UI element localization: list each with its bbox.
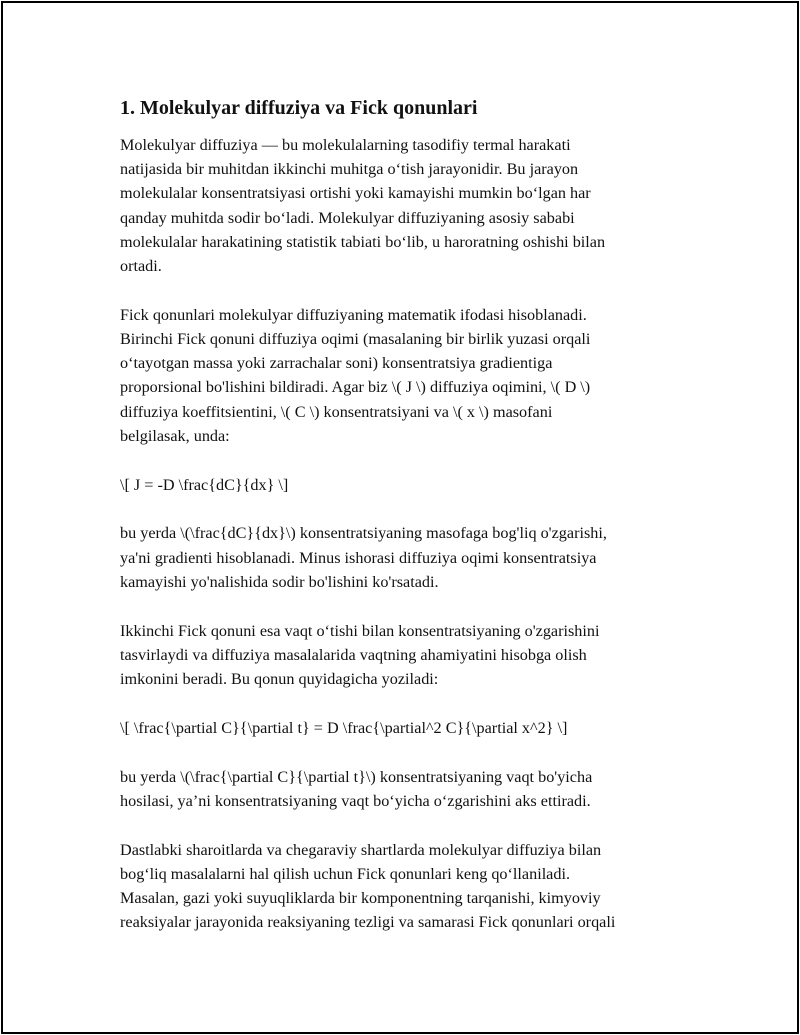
paragraph-applications bbox=[120, 838, 690, 935]
paragraph-second-law bbox=[120, 619, 690, 692]
text-line: ya'ni gradienti hisoblanadi. Minus ishorasi diffuziya oqimi konsentratsiya bbox=[120, 548, 597, 567]
text-line: Dastlabki sharoitlarda va chegaraviy shartlarda molekulyar diffuziya bilan bbox=[120, 840, 602, 859]
text-line: bu yerda \(\frac{\partial C}{\partial t}\) konsentratsiyaning vaqt bo'yicha bbox=[120, 767, 593, 786]
text-line: molekulalar harakatining statistik tabiati bo‘lib, u haroratning oshishi bilan bbox=[120, 232, 606, 251]
text-line: belgilasak, unda: bbox=[120, 426, 230, 445]
document-body bbox=[120, 95, 690, 959]
section-heading: 1. Molekulyar diffuziya va Fick qonunlari bbox=[120, 97, 478, 119]
text-line: imkonini beradi. Bu qonun quyidagicha yoziladi: bbox=[120, 670, 439, 689]
text-line: diffuziya koeffitsientini, \( C \) konsentratsiyani va \( x \) masofani bbox=[120, 402, 553, 421]
text-line: Fick qonunlari molekulyar diffuziyaning matematik ifodasi hisoblanadi. bbox=[120, 305, 587, 324]
text-line: hosilasi, ya’ni konsentratsiyaning vaqt bo‘yicha o‘zgarishini aks ettiradi. bbox=[120, 791, 591, 810]
equation-line: \[ \frac{\partial C}{\partial t} = D \frac{\partial^2 C}{\partial x^2} \] bbox=[120, 718, 568, 737]
paragraph-derivative bbox=[120, 765, 690, 813]
text-line: kamayishi yo'nalishida sodir bo'lishini ko'rsatadi. bbox=[120, 572, 439, 591]
page-frame bbox=[1, 1, 799, 1034]
text-line: molekulalar konsentratsiyasi ortishi yoki kamayishi mumkin bo‘lgan har bbox=[120, 184, 591, 203]
text-line: Ikkinchi Fick qonuni esa vaqt o‘tishi bilan konsentratsiyaning o'zgarishini bbox=[120, 621, 600, 640]
paragraph-intro bbox=[120, 133, 690, 278]
text-line: Masalan, gazi yoki suyuqliklarda bir komponentning tarqanishi, kimyoviy bbox=[120, 889, 601, 908]
text-line: Molekulyar diffuziya — bu molekulalarning tasodifiy termal harakati bbox=[120, 136, 571, 154]
text-line: qanday muhitda sodir bo‘ladi. Molekulyar diffuziyaning asosiy sababi bbox=[120, 208, 575, 227]
text-line: bu yerda \(\frac{dC}{dx}\) konsentratsiyaning masofaga bog'liq o'zgarishi, bbox=[120, 524, 607, 543]
text-line: natijasida bir muhitdan ikkinchi muhitga o‘tish jarayonidir. Bu jarayon bbox=[120, 160, 579, 179]
text-line: reaksiyalar jarayonida reaksiyaning tezligi va samarasi Fick qonunlari orqali bbox=[120, 913, 616, 932]
equation-line: \[ J = -D \frac{dC}{dx} \] bbox=[120, 475, 289, 494]
text-line: tasvirlaydi va diffuziya masalalarida vaqtning ahamiyatini hisobga olish bbox=[120, 645, 587, 664]
text-line: o‘tayotgan massa yoki zarrachalar soni) konsentratsiya gradientiga bbox=[120, 354, 553, 373]
text-line: bog‘liq masalalarni hal qilish uchun Fick qonunlari keng qo‘llaniladi. bbox=[120, 864, 571, 883]
text-line: Birinchi Fick qonuni diffuziya oqimi (masalaning bir birlik yuzasi orqali bbox=[120, 330, 591, 349]
paragraph-gradient bbox=[120, 521, 690, 594]
paragraph-first-law bbox=[120, 303, 690, 448]
equation-first-law bbox=[120, 473, 690, 497]
text-line: proporsional bo'lishini bildiradi. Agar biz \( J \) diffuziya oqimini, \( D \) bbox=[120, 378, 591, 397]
equation-second-law bbox=[120, 716, 690, 740]
text-line: ortadi. bbox=[120, 257, 162, 276]
